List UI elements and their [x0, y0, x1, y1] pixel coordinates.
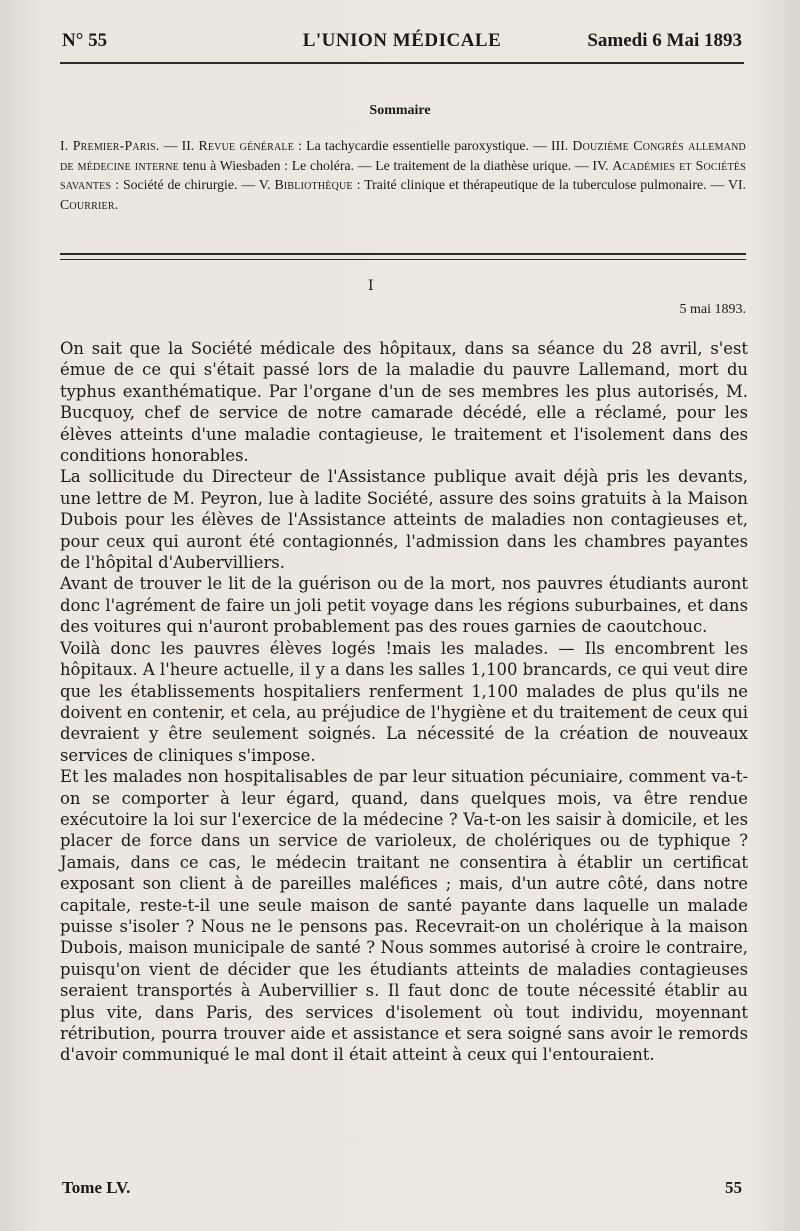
- sommaire-rule-thin: [60, 259, 746, 260]
- page-header: [62, 30, 742, 60]
- sommaire-text: : Société de chirurgie. — V.: [111, 177, 275, 192]
- sommaire-heading: Courrier.: [60, 196, 119, 212]
- page-number: 55: [725, 1178, 742, 1197]
- paragraph: Voilà donc les pauvres élèves logés !mais les malades. — Ils encombrent les hôpitaux. A l'heure actuelle, il y a dans les salles 1,100 brancards, ce qui veut dire que les établissements hospitaliers renferment 1,100 malades de plus qu'ils ne doivent en contenir, et cela, au préjudice de l'hygiène et du traitement de ceux qui devraient y être seulement soignés. La nécessité de la création de nouveaux services de cliniques s'impose.: [60, 638, 748, 765]
- sommaire-text: — II.: [159, 138, 199, 153]
- sommaire-title: Sommaire: [369, 103, 431, 118]
- section-number: I: [368, 278, 374, 294]
- sommaire-text: : La tachycardie essentielle paroxystique. — III.: [294, 138, 573, 153]
- sommaire-text: tenu à Wiesbaden : Le choléra. — Le traitement de la diathèse urique. — IV.: [178, 157, 613, 173]
- sommaire-heading: Bibliothèque: [274, 177, 353, 192]
- issue-date: Samedi 6 Mai 1893: [587, 30, 742, 51]
- article-body: [60, 338, 748, 1066]
- paragraph: Avant de trouver le lit de la guérison ou de la mort, nos pauvres étudiants auront donc l'agrément de faire un joli petit voyage dans les régions suburbaines, et dans des voitures qui n'auront probablement pas des roues garnies de caoutchouc.: [60, 574, 748, 637]
- sommaire-heading: I. Premier-Paris.: [60, 138, 160, 153]
- paragraph: Et les malades non hospitalisables de par leur situation pécuniaire, comment va-t-on se comporter à leur égard, quand, dans quelques mois, va être rendue exécutoire la loi sur l'exercice de la médecine ? Va-t-on les saisir à domicile, et les placer de force dans un service de varioleux, de cholériques ou de typhique ? Jamais, dans ce cas, le médecin traitant ne consentira à établir un certificat exposant son client à de pareilles maléfices ; mais, d'un autre côté, dans notre capitale, reste-t-il une seule maison de santé payante dans laquelle un malade puisse s'isoler ? Nous ne le pensons pas. Recevrait-on un cholérique à la maison Dubois, maison municipale de santé ? Nous sommes autorisé à croire le contraire, puisqu'on vient de décider que les étudiants atteints de maladies contagieuses seraient transportés à Aubervillier s. Il faut donc de toute nécessité établir au plus vite, dans Paris, des services d'isolement où tout individu, moyennant rétribution, pourra trouver aide et assistance et sera soigné sans avoir le remords d'avoir communiqué le mal dont il était atteint à ceux qui l'entouraient.: [60, 767, 748, 1065]
- journal-title: L'UNION MÉDICALE: [302, 30, 502, 51]
- paragraph: La sollicitude du Directeur de l'Assistance publique avait déjà pris les devants, une lettre de M. Peyron, lue à ladite Société, assure des soins gratuits à la Maison Dubois pour les élèves de l'Assistance atteints de maladies non contagieuses et, pour ceux qui auront été contagionnés, l'admission dans les chambres payantes de l'hôpital d'Aubervilliers.: [60, 467, 748, 573]
- sommaire-heading: Académies et Sociétés savantes: [60, 157, 746, 192]
- sommaire-contents: [60, 136, 746, 214]
- sommaire-text: : Traité clinique et thérapeutique de la tuberculose pulmonaire. — VI.: [352, 177, 746, 192]
- sommaire-heading: Douzième Congrès allemand de médecine interne: [60, 138, 746, 173]
- sommaire-rule-thick: [60, 253, 746, 255]
- paragraph: On sait que la Société médicale des hôpitaux, dans sa séance du 28 avril, s'est émue de ce qui s'était passé lors de la maladie du pauvre Lallemand, mort du typhus exanthématique. Par l'organe d'un de ses membres les plus autorisés, M. Bucquoy, chef de service de notre camarade décédé, elle a réclamé, pour les élèves atteints d'une maladie contagieuse, le traitement et l'isolement dans des conditions honorables.: [60, 339, 748, 466]
- page-footer: [62, 1178, 742, 1202]
- tome-label: Tome LV.: [62, 1178, 131, 1197]
- sommaire-heading: Revue générale: [198, 138, 295, 153]
- header-rule: [60, 62, 744, 64]
- article-dateline: 5 mai 1893.: [679, 302, 746, 317]
- issue-number: N° 55: [62, 30, 108, 51]
